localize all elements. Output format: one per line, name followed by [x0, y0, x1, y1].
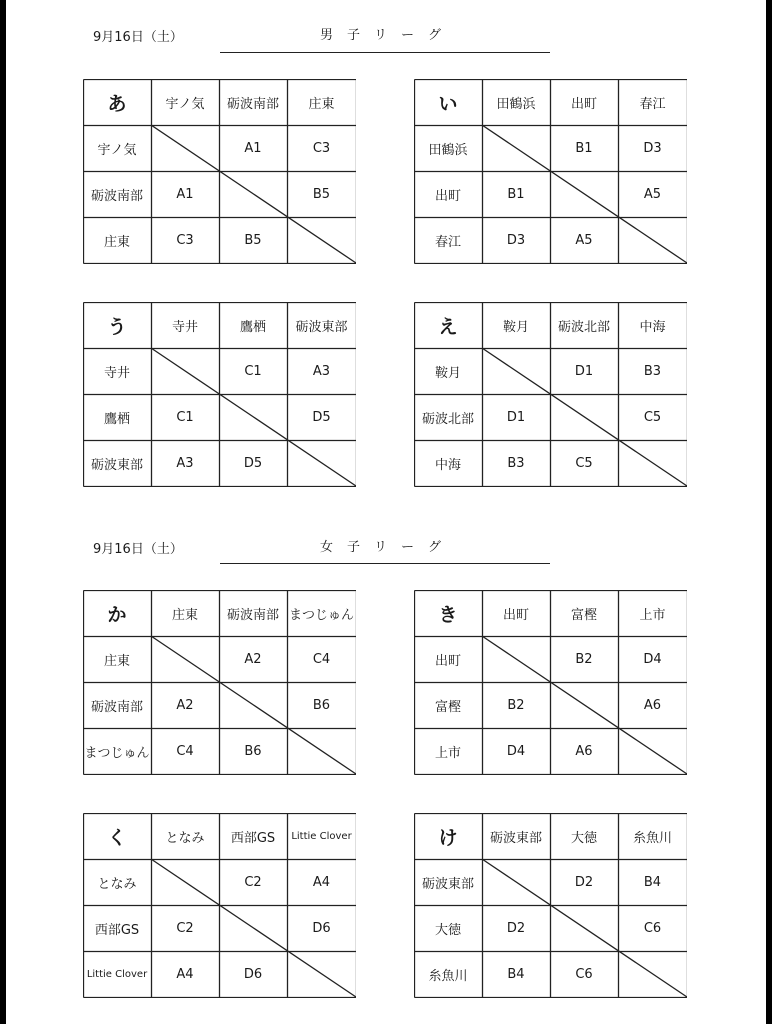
match-code-cell: D4: [643, 651, 662, 667]
team-column-header: 糸魚川: [632, 830, 672, 846]
team-row-header: 糸魚川: [428, 968, 468, 984]
team-column-header: 砺波東部: [295, 319, 348, 335]
match-code-cell: B4: [643, 874, 662, 890]
group-label: か: [107, 603, 127, 626]
team-row-header: 庄東: [103, 234, 130, 250]
group-label: あ: [107, 92, 127, 115]
league-table-ki: [414, 590, 687, 775]
team-row-header: 鞍月: [434, 365, 461, 381]
team-row-header: 上市: [434, 745, 461, 761]
match-code-cell: C1: [244, 363, 262, 379]
match-code-cell: D5: [312, 409, 331, 425]
girls-title: 女子リーグ: [320, 540, 456, 555]
match-code-cell: B1: [575, 140, 593, 156]
team-row-header: 鷹栖: [103, 411, 130, 427]
team-row-header: まつじゅん: [84, 745, 150, 761]
team-column-header: 宇ノ気: [165, 96, 205, 112]
team-column-header: 砺波南部: [226, 607, 279, 623]
match-code-cell: C4: [312, 651, 331, 667]
boys-title-rule: [220, 52, 550, 53]
team-column-header: となみ: [165, 830, 205, 846]
team-row-header: 宇ノ気: [97, 142, 137, 158]
match-code-cell: A6: [575, 743, 593, 759]
match-code-cell: B2: [575, 651, 593, 667]
match-code-cell: B5: [244, 232, 262, 248]
league-table-e: [414, 302, 687, 487]
match-code-cell: A3: [312, 363, 331, 379]
match-code-cell: D2: [506, 920, 526, 936]
team-column-header: 寺井: [171, 319, 198, 335]
group-label: く: [107, 826, 127, 849]
team-row-header: 砺波東部: [90, 457, 143, 473]
team-row-header: 西部GS: [94, 922, 140, 938]
team-column-header: 出町: [570, 96, 597, 112]
group-label: う: [107, 315, 127, 338]
match-code-cell: B5: [312, 186, 331, 202]
match-code-cell: A1: [176, 186, 194, 202]
team-row-header: 出町: [434, 653, 461, 669]
match-code-cell: D2: [574, 874, 594, 890]
match-code-cell: A4: [176, 966, 194, 982]
team-column-header: 庄東: [308, 96, 335, 112]
match-code-cell: C3: [312, 140, 331, 156]
team-column-header: 中海: [639, 319, 666, 335]
team-column-header: 砺波北部: [557, 319, 610, 335]
match-code-cell: C2: [176, 920, 194, 936]
match-code-cell: C5: [575, 455, 593, 471]
team-column-header: 西部GS: [230, 830, 276, 846]
group-label: え: [438, 315, 458, 338]
team-column-header: 大徳: [570, 830, 597, 846]
team-row-header: 春江: [434, 234, 461, 250]
match-code-cell: A5: [643, 186, 662, 202]
match-code-cell: C6: [643, 920, 662, 936]
team-row-header: 出町: [434, 188, 461, 204]
match-code-cell: B6: [312, 697, 331, 713]
match-code-cell: C3: [176, 232, 194, 248]
match-code-cell: D6: [243, 966, 263, 982]
team-row-header: 寺井: [103, 365, 130, 381]
match-code-cell: D4: [506, 743, 526, 759]
team-column-header: まつじゅん: [288, 607, 354, 623]
team-column-header: 出町: [502, 607, 529, 623]
team-row-header: 砺波南部: [90, 188, 143, 204]
match-code-cell: D3: [506, 232, 526, 248]
team-row-header: 田鶴浜: [428, 142, 468, 158]
match-code-cell: A6: [643, 697, 662, 713]
match-code-cell: A2: [176, 697, 194, 713]
match-code-cell: A2: [244, 651, 262, 667]
match-code-cell: C1: [176, 409, 194, 425]
match-code-cell: B6: [244, 743, 262, 759]
match-code-cell: C6: [575, 966, 593, 982]
team-column-header: 鞍月: [502, 319, 529, 335]
match-code-cell: D5: [243, 455, 263, 471]
match-code-cell: B2: [507, 697, 525, 713]
team-column-header: 鷹栖: [239, 319, 266, 335]
team-column-header: 田鶴浜: [496, 96, 536, 112]
group-label: け: [438, 826, 458, 849]
match-code-cell: D1: [574, 363, 594, 379]
girls-date: 9月16日（土）: [93, 542, 183, 557]
league-table-a: [83, 79, 356, 264]
team-row-header: 砺波北部: [421, 411, 474, 427]
match-code-cell: A4: [312, 874, 331, 890]
match-code-cell: A3: [176, 455, 194, 471]
match-code-cell: D3: [643, 140, 662, 156]
team-column-header: 庄東: [171, 607, 198, 623]
match-code-cell: D6: [312, 920, 331, 936]
team-row-header: 富樫: [434, 699, 461, 715]
league-table-i: [414, 79, 687, 264]
match-code-cell: B4: [507, 966, 525, 982]
team-column-header: 砺波東部: [489, 830, 542, 846]
team-column-header: 砺波南部: [226, 96, 279, 112]
team-row-header: となみ: [97, 876, 137, 892]
match-code-cell: A5: [575, 232, 593, 248]
league-table-ku: [83, 813, 356, 998]
match-code-cell: C4: [176, 743, 194, 759]
match-code-cell: C2: [244, 874, 262, 890]
team-row-header: 庄東: [103, 653, 130, 669]
group-label: い: [438, 92, 458, 115]
team-row-header: 砺波東部: [421, 876, 474, 892]
team-column-header: 春江: [639, 96, 666, 112]
team-row-header: 大徳: [434, 922, 461, 938]
league-table-ke: [414, 813, 687, 998]
team-column-header: 上市: [639, 607, 666, 623]
league-table-u: [83, 302, 356, 487]
team-row-header: Littie Clover: [86, 968, 148, 980]
match-code-cell: C5: [643, 409, 662, 425]
team-column-header: 富樫: [570, 607, 597, 623]
match-code-cell: B1: [507, 186, 525, 202]
match-code-cell: D1: [506, 409, 526, 425]
match-code-cell: B3: [643, 363, 662, 379]
team-row-header: 砺波南部: [90, 699, 143, 715]
match-code-cell: B3: [507, 455, 525, 471]
team-column-header: Littie Clover: [291, 830, 352, 842]
league-table-ka: [83, 590, 356, 775]
team-row-header: 中海: [434, 457, 461, 473]
match-code-cell: A1: [244, 140, 262, 156]
group-label: き: [438, 603, 458, 626]
boys-date: 9月16日（土）: [93, 30, 183, 45]
girls-title-rule: [220, 563, 550, 564]
schedule-sheet: [6, 0, 766, 1024]
boys-title: 男子リーグ: [320, 28, 456, 43]
